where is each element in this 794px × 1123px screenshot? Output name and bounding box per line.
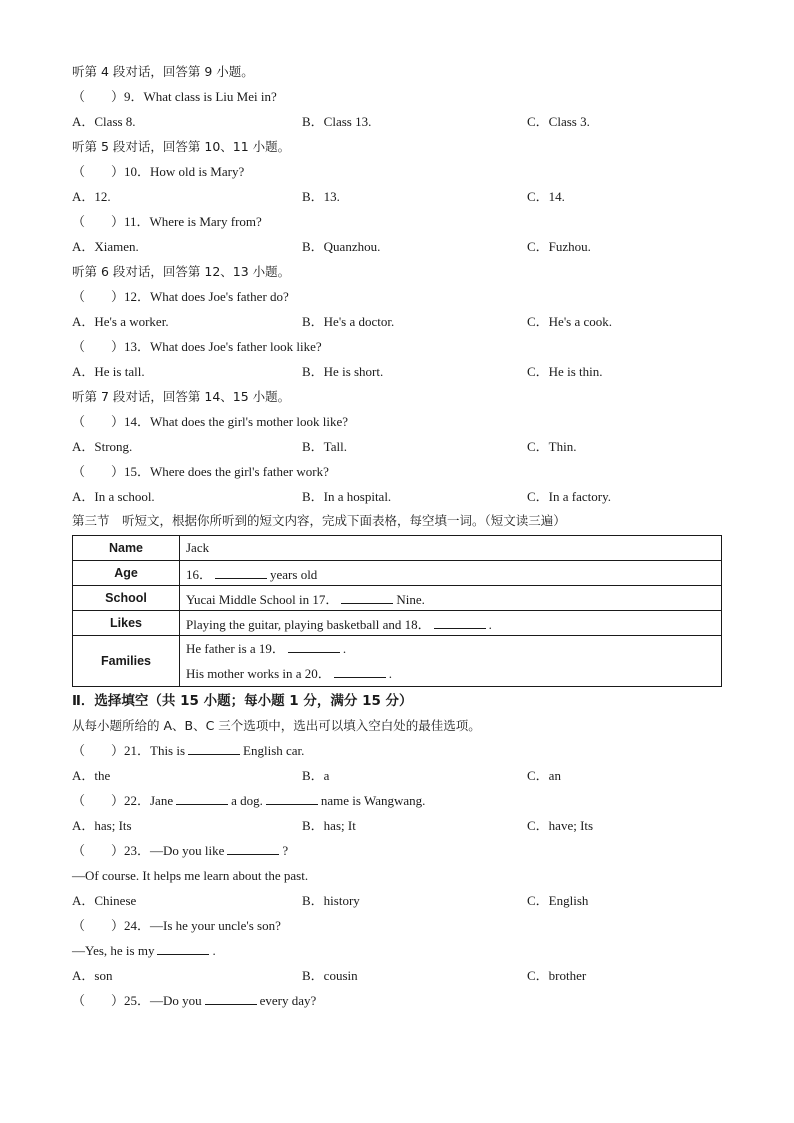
option-a: A．In a school. xyxy=(72,489,155,504)
answer-paren: （ ） xyxy=(72,339,125,354)
answer-paren: （ ） xyxy=(72,89,125,104)
question-22 xyxy=(72,792,425,810)
question-stem: 22．Jane xyxy=(124,793,174,808)
table-cell-name: Jack xyxy=(180,536,722,561)
section-heading-part4: 听第 4 段对话，回答第 9 小题。 xyxy=(72,64,254,79)
answer-paren: （ ） xyxy=(72,414,125,429)
option-c: C．Class 3. xyxy=(527,114,590,129)
option-c: C．have; Its xyxy=(527,818,594,833)
question-stem: ? xyxy=(282,843,289,858)
blank-17[interactable] xyxy=(341,591,393,604)
answer-paren: （ ） xyxy=(72,164,125,179)
option-b: B．Tall. xyxy=(302,439,347,454)
blank[interactable] xyxy=(227,842,279,855)
answer-paren: （ ） xyxy=(72,743,125,758)
question-stem: 12．What does Joe's father do? xyxy=(124,289,289,304)
question-stem: 15．Where does the girl's father work? xyxy=(124,464,329,479)
section-heading-part7: 听第 7 段对话，回答第 14、15 小题。 xyxy=(72,389,291,404)
blank-19[interactable] xyxy=(288,640,340,653)
option-a: A．Xiamen. xyxy=(72,239,139,254)
table-header-age: Age xyxy=(73,561,180,586)
option-c: C．14. xyxy=(527,189,565,204)
question-9 xyxy=(72,88,277,106)
answer-paren: （ ） xyxy=(72,289,125,304)
cell-text: 16． xyxy=(186,566,213,582)
question-stem: 21．This is xyxy=(124,743,186,758)
blank-18[interactable] xyxy=(434,616,486,629)
table-row xyxy=(73,611,722,636)
cell-text: Nine. xyxy=(396,591,425,607)
option-c: C．Fuzhou. xyxy=(527,239,591,254)
answer-paren: （ ） xyxy=(72,793,125,808)
question-stem: 23．—Do you like xyxy=(124,843,225,858)
option-b: B．a xyxy=(302,768,330,783)
families-line-1 xyxy=(186,636,715,661)
question-25 xyxy=(72,992,316,1010)
option-a: A．He is tall. xyxy=(72,364,145,379)
option-a: A．Strong. xyxy=(72,439,133,454)
option-b: B．has; It xyxy=(302,818,356,833)
table-header-families: Families xyxy=(73,636,180,687)
question-stem: 13．What does Joe's father look like? xyxy=(124,339,322,354)
cell-text: His mother works in a 20． xyxy=(186,666,331,681)
table-header-likes: Likes xyxy=(73,611,180,636)
option-a: A．the xyxy=(72,768,111,783)
option-c: C．brother xyxy=(527,968,587,983)
table-row xyxy=(73,586,722,611)
section-heading-part5: 听第 5 段对话，回答第 10、11 小题。 xyxy=(72,139,291,154)
question-10 xyxy=(72,163,244,181)
section-heading-section3: 第三节 听短文，根据你所听到的短文内容，完成下面表格，每空填一词。（短文读三遍） xyxy=(72,513,566,528)
question-24 xyxy=(72,917,281,935)
cell-text: . xyxy=(342,641,347,656)
question-stem: every day? xyxy=(259,993,317,1008)
question-stem: a dog. xyxy=(231,793,263,808)
question-15 xyxy=(72,463,329,481)
section-heading-part6: 听第 6 段对话，回答第 12、13 小题。 xyxy=(72,264,291,279)
option-a: A．Class 8. xyxy=(72,114,136,129)
question-13 xyxy=(72,338,322,356)
option-c: C．In a factory. xyxy=(527,489,611,504)
answer-paren: （ ） xyxy=(72,843,125,858)
answer-paren: （ ） xyxy=(72,918,125,933)
question-stem: 25．—Do you xyxy=(124,993,202,1008)
blank[interactable] xyxy=(157,942,209,955)
question-14 xyxy=(72,413,348,431)
question-21 xyxy=(72,742,304,760)
option-a: A．has; Its xyxy=(72,818,132,833)
cell-text: Playing the guitar, playing basketball and 18． xyxy=(186,616,431,632)
table-row xyxy=(73,561,722,586)
cell-text: years old xyxy=(270,566,318,582)
option-c: C．an xyxy=(527,768,561,783)
question-stem: English car. xyxy=(243,743,305,758)
option-a: A．He's a worker. xyxy=(72,314,169,329)
option-b: B．He is short. xyxy=(302,364,384,379)
table-row xyxy=(73,536,722,561)
families-line-2 xyxy=(186,661,715,686)
option-a: A．son xyxy=(72,968,113,983)
question-stem: 10．How old is Mary? xyxy=(124,164,245,179)
answer-paren: （ ） xyxy=(72,464,125,479)
cell-text: . xyxy=(388,666,393,681)
table-header-name: Name xyxy=(73,536,180,561)
option-b: B．In a hospital. xyxy=(302,489,392,504)
answer-paren: （ ） xyxy=(72,993,125,1008)
question-stem: name is Wangwang. xyxy=(320,793,426,808)
blank-20[interactable] xyxy=(334,665,386,678)
option-a: A．Chinese xyxy=(72,893,137,908)
blank-16[interactable] xyxy=(215,566,267,579)
info-table xyxy=(72,535,722,687)
question-23 xyxy=(72,842,288,860)
blank[interactable] xyxy=(266,792,318,805)
cell-text: He father is a 19． xyxy=(186,641,285,656)
table-cell-age xyxy=(180,561,722,586)
blank[interactable] xyxy=(188,742,240,755)
cell-text: . xyxy=(488,616,492,632)
answer-paren: （ ） xyxy=(72,214,125,229)
reply-text: —Yes, he is my xyxy=(72,943,155,958)
table-cell-families xyxy=(180,636,722,687)
table-row xyxy=(73,636,722,687)
option-c: C．He is thin. xyxy=(527,364,603,379)
option-b: B．Class 13. xyxy=(302,114,372,129)
option-b: B．cousin xyxy=(302,968,358,983)
option-b: B．history xyxy=(302,893,360,908)
question-stem: 9．What class is Liu Mei in? xyxy=(124,89,277,104)
option-c: C．He's a cook. xyxy=(527,314,613,329)
option-c: C．Thin. xyxy=(527,439,577,454)
question-12 xyxy=(72,288,289,306)
option-c: C．English xyxy=(527,893,589,908)
table-header-school: School xyxy=(73,586,180,611)
question-23-reply: —Of course. It helps me learn about the past. xyxy=(72,868,309,883)
blank[interactable] xyxy=(176,792,228,805)
question-stem: 24．—Is he your uncle's son? xyxy=(124,918,281,933)
table-cell-school xyxy=(180,586,722,611)
option-b: B．He's a doctor. xyxy=(302,314,395,329)
option-a: A．12. xyxy=(72,189,111,204)
question-24-reply xyxy=(72,942,216,960)
option-b: B．13. xyxy=(302,189,340,204)
question-11 xyxy=(72,213,262,231)
question-stem: 11．Where is Mary from? xyxy=(124,214,262,229)
section-instructions-part2: 从每小题所给的 A、B、C 三个选项中，选出可以填入空白处的最佳选项。 xyxy=(72,718,481,733)
section-heading-part2: Ⅱ．选择填空（共 15 小题；每小题 1 分，满分 15 分） xyxy=(72,693,413,709)
option-b: B．Quanzhou. xyxy=(302,239,381,254)
cell-text: Yucai Middle School in 17． xyxy=(186,591,339,607)
reply-text: . xyxy=(212,943,216,958)
blank[interactable] xyxy=(205,992,257,1005)
question-stem: 14．What does the girl's mother look like? xyxy=(124,414,349,429)
table-cell-likes xyxy=(180,611,722,636)
